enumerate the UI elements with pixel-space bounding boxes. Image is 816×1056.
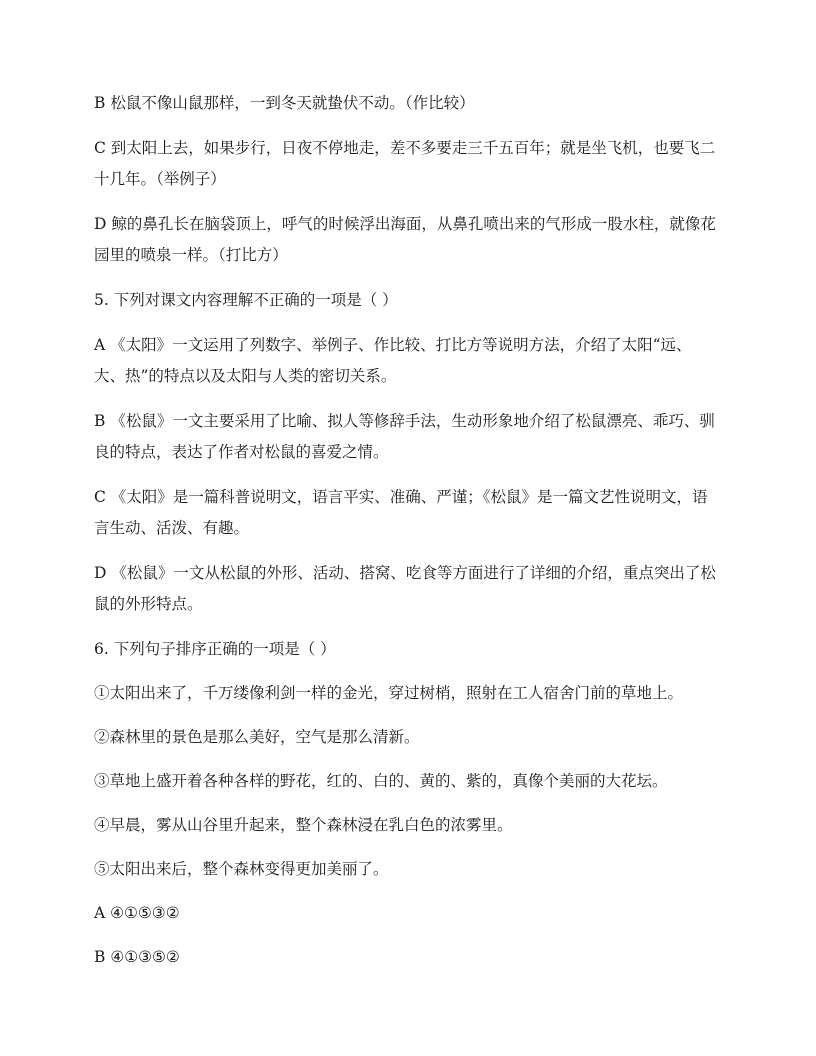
q4-option-b: B 松鼠不像山鼠那样，一到冬天就蛰伏不动。（作比较）	[94, 94, 475, 112]
q6-sentence-5: ⑤太阳出来后，整个森林变得更加美丽了。	[94, 860, 389, 878]
q5-option-a: A 《太阳》一文运用了列数字、举例子、作比较、打比方等说明方法，介绍了太阳“远、大、热”的特点以及太阳与人类的密切关系。	[94, 336, 692, 385]
q6-sentence-2: ②森林里的景色是那么美好，空气是那么清新。	[94, 728, 420, 746]
q6-sentence-4: ④早晨，雾从山谷里升起来，整个森林浸在乳白色的浓雾里。	[94, 816, 513, 834]
q6-option-a: A ④①⑤③②	[94, 904, 180, 922]
q4-option-c: C 到太阳上去，如果步行，日夜不停地走，差不多要走三千五百年；就是坐飞机，也要飞二十几年。（举例子）	[94, 139, 716, 188]
document-body	[94, 88, 720, 986]
q5-option-b: B 《松鼠》一文主要采用了比喻、拟人等修辞手法，生动形象地介绍了松鼠漂亮、乖巧、驯良的特点，表达了作者对松鼠的喜爱之情。	[94, 412, 715, 461]
q5-option-d: D 《松鼠》一文从松鼠的外形、活动、搭窝、吃食等方面进行了详细的介绍，重点突出了松鼠的外形特点。	[94, 564, 716, 613]
q6-stem: 6. 下列句子排序正确的一项是（ ）	[94, 640, 336, 658]
q6-sentence-1: ①太阳出来了，千万缕像利剑一样的金光，穿过树梢，照射在工人宿舍门前的草地上。	[94, 684, 684, 702]
q6-option-b: B ④①③⑤②	[94, 948, 180, 966]
q6-sentence-3: ③草地上盛开着各种各样的野花，红的、白的、黄的、紫的，真像个美丽的大花坛。	[94, 772, 668, 790]
q4-option-d: D 鲸的鼻孔长在脑袋顶上，呼气的时候浮出海面，从鼻孔喷出来的气形成一股水柱，就像花园里的喷泉一样。（打比方）	[94, 215, 716, 264]
q5-option-c: C 《太阳》是一篇科普说明文，语言平实、准确、严谨；《松鼠》是一篇文艺性说明文，语言生动、活泼、有趣。	[94, 488, 708, 537]
q5-stem: 5. 下列对课文内容理解不正确的一项是（ ）	[94, 291, 398, 309]
